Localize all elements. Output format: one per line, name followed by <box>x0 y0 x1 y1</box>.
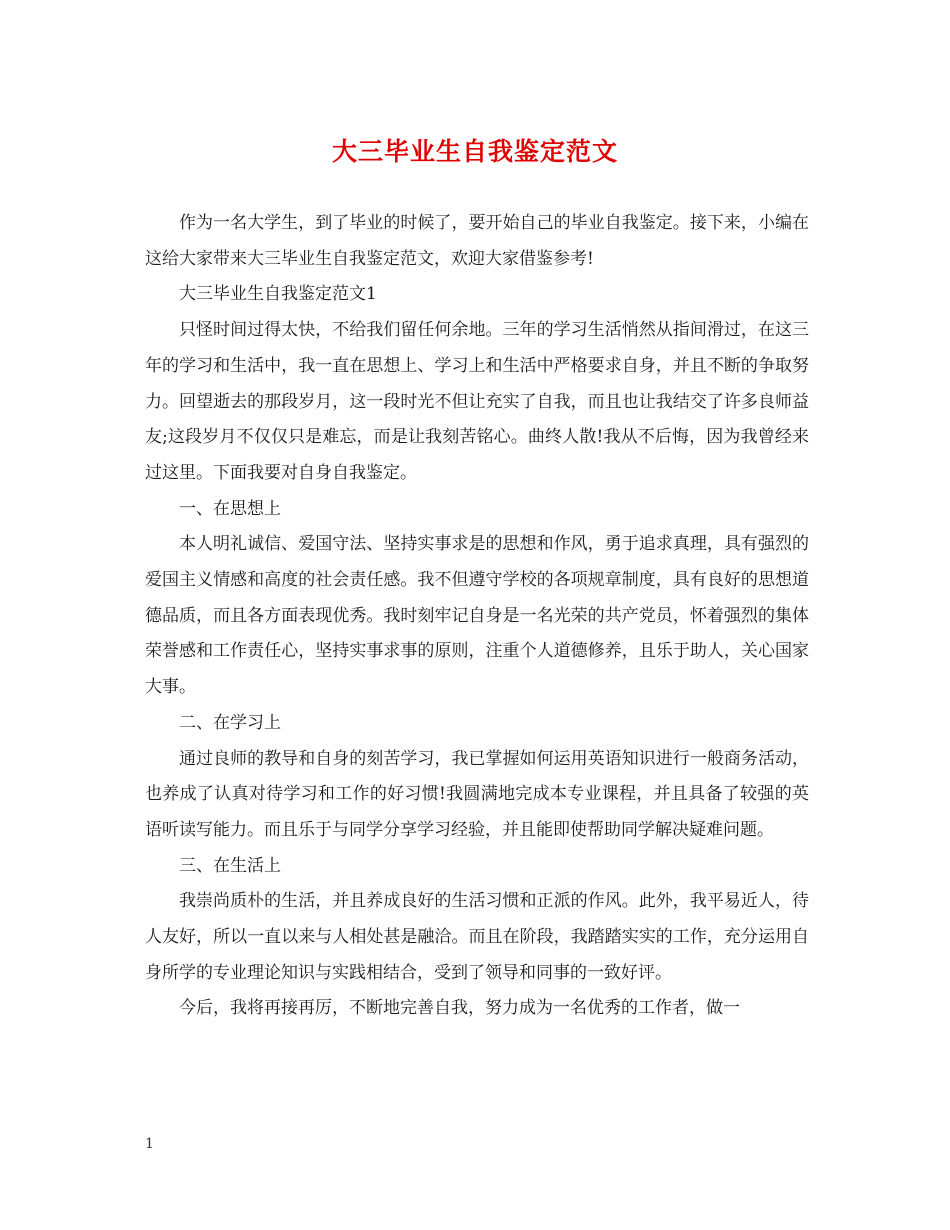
body-paragraph: 本人明礼诚信、爱国守法、坚持实事求是的思想和作风，勇于追求真理，具有强烈的爱国主义情感和高度的社会责任感。我不但遵守学校的各项规章制度，具有良好的思想道德品质，而且各方面表现优秀。我时刻牢记自身是一名光荣的共产党员，怀着强烈的集体荣誉感和工作责任心，坚持实事求事的原则，注重个人道德修养，且乐于助人，关心国家大事。 <box>145 534 809 698</box>
section-heading-thought: 一、在思想上 <box>179 498 281 519</box>
section-heading-sample-1: 大三毕业生自我鉴定范文1 <box>179 284 377 305</box>
body-paragraph: 今后，我将再接再厉，不断地完善自我，努力成为一名优秀的工作者，做一 <box>179 998 740 1019</box>
body-paragraph: 通过良师的教导和自身的刻苦学习，我已掌握如何运用英语知识进行一般商务活动，也养成了认真对待学习和工作的好习惯!我圆满地完成本专业课程，并且具备了较强的英语听读写能力。而且乐于与同学分享学习经验，并且能即使帮助同学解决疑难问题。 <box>145 748 809 840</box>
section-heading-study: 二、在学习上 <box>179 712 281 733</box>
document-title: 大三毕业生自我鉴定范文 <box>331 137 618 166</box>
body-paragraph: 我崇尚质朴的生活，并且养成良好的生活习惯和正派的作风。此外，我平易近人，待人友好，所以一直以来与人相处甚是融洽。而且在阶段，我踏踏实实的工作，充分运用自身所学的专业理论知识与实践相结合，受到了领导和同事的一致好评。 <box>145 891 809 983</box>
section-heading-life: 三、在生活上 <box>179 855 281 876</box>
page-number: 1 <box>145 1136 154 1152</box>
document-body <box>145 206 809 1027</box>
body-paragraph: 只怪时间过得太快，不给我们留任何余地。三年的学习生活悄然从指间滑过，在这三年的学习和生活中，我一直在思想上、学习上和生活中严格要求自身，并且不断的争取努力。回望逝去的那段岁月，这一段时光不但让充实了自我，而且也让我结交了许多良师益友;这段岁月不仅仅只是难忘，而是让我刻苦铭心。曲终人散!我从不后悔，因为我曾经来过这里。下面我要对自身自我鉴定。 <box>145 320 809 483</box>
intro-paragraph: 作为一名大学生，到了毕业的时候了，要开始自己的毕业自我鉴定。接下来，小编在这给大家带来大三毕业生自我鉴定范文，欢迎大家借鉴参考! <box>145 213 809 269</box>
